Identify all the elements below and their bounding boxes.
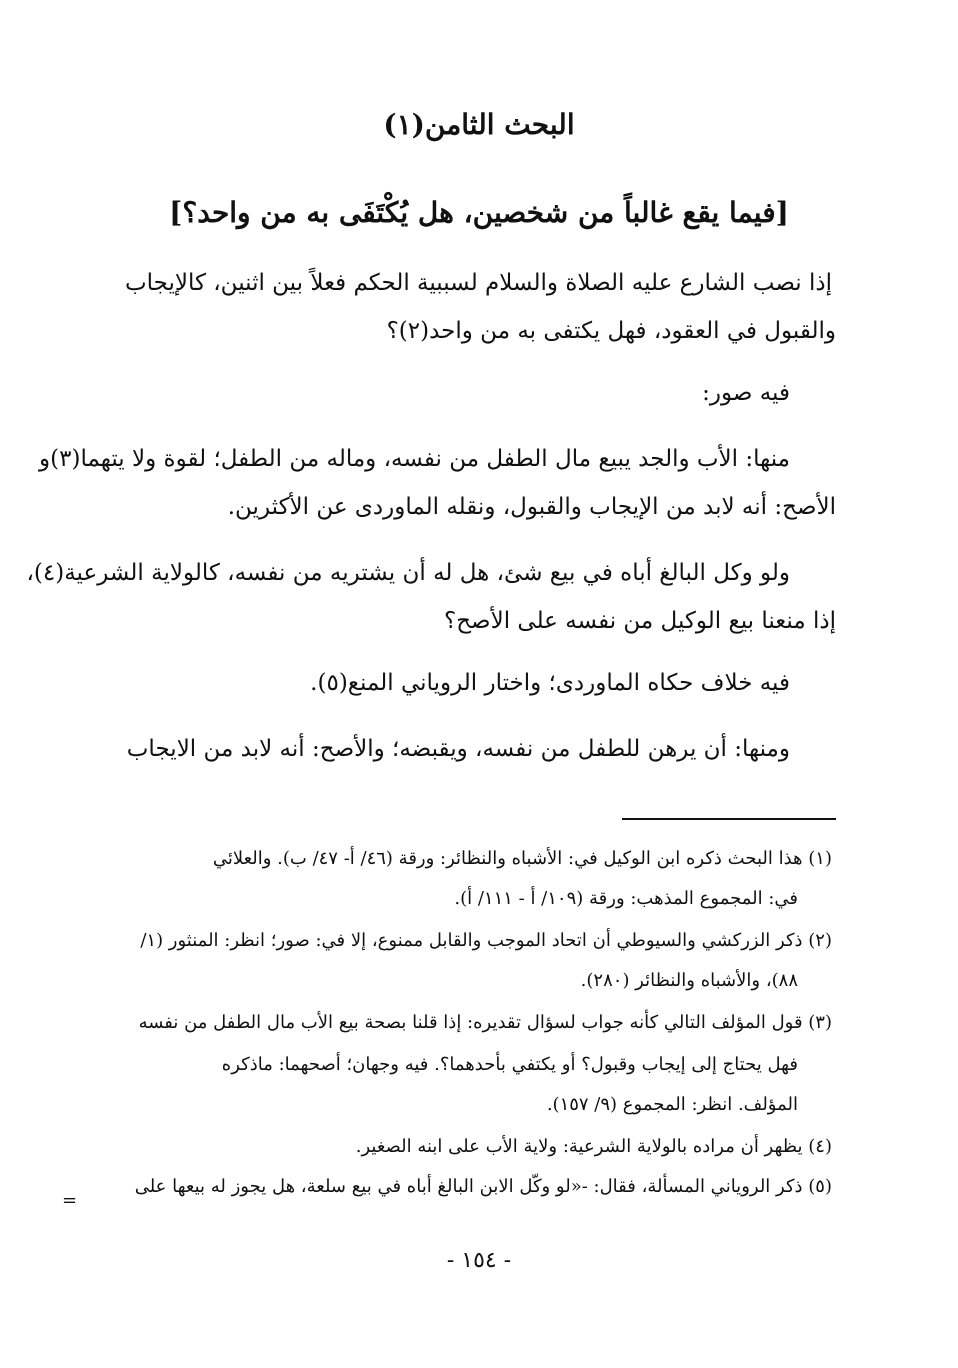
footnote-line-5: (٣) قول المؤلف التالي كأنه جواب لسؤال تقديره: إذا قلنا بصحة بيع الأب مال الطفل من نفسه	[138, 1012, 832, 1033]
footnote-line-6: فهل يحتاج إلى إيجاب وقبول؟ أو يكتفي بأحدهما؟. فيه وجهان؛ أصحهما: ماذكره	[221, 1054, 798, 1075]
footnote-line-3: (٢) ذكر الزركشي والسيوطي أن اتحاد الموجب والقابل ممنوع، إلا في: صور؛ انظر: المنثور (١/	[140, 930, 832, 951]
body-line-3: فيه صور:	[702, 380, 790, 406]
body-line-4: منها: الأب والجد يبيع مال الطفل من نفسه، وماله من الطفل؛ لقوة ولا يتهما(٣)و	[39, 446, 790, 472]
section-title: البحث الثامن(١)	[383, 108, 575, 141]
footnote-line-7: المؤلف. انظر: المجموع (٩/ ١٥٧).	[546, 1094, 798, 1115]
body-line-9: ومنها: أن يرهن للطفل من نفسه، ويقبضه؛ والأصح: أنه لابد من الايجاب	[126, 736, 790, 762]
footnote-line-2: في: المجموع المذهب: ورقة (١٠٩/ أ - ١١١/ أ).	[454, 888, 798, 909]
body-line-8: فيه خلاف حكاه الماوردى؛ واختار الروياني المنع(٥).	[310, 670, 790, 696]
page-number: - ١٥٤ -	[446, 1248, 512, 1273]
body-line-1: إذا نصب الشارع عليه الصلاة والسلام لسببية الحكم فعلاً بين اثنين، كالإيجاب	[124, 270, 832, 296]
footnote-line-4: ٨٨)، والأشباه والنظائر (٢٨٠).	[580, 970, 798, 991]
footnote-line-8: (٤) يظهر أن مراده بالولاية الشرعية: ولاية الأب على ابنه الصغير.	[355, 1136, 832, 1157]
continuation-mark: =	[62, 1190, 78, 1211]
footnote-line-1: (١) هذا البحث ذكره ابن الوكيل في: الأشباه والنظائر: ورقة (٤٦/ أ- ٤٧/ ب). والعلائي	[212, 848, 832, 869]
body-line-6: ولو وكل البالغ أباه في بيع شئ، هل له أن يشتريه من نفسه، كالولاية الشرعية(٤)،	[26, 560, 790, 586]
footnote-line-9: (٥) ذكر الروياني المسألة، فقال: -«لو وكّل الابن البالغ أباه في بيع سلعة، هل يجوز له بيعها على	[134, 1176, 832, 1197]
section-subtitle: [فيما يقع غالباً من شخصين، هل يُكْتَفَى به من واحد؟]	[169, 196, 789, 229]
body-line-2: والقبول في العقود، فهل يكتفى به من واحد(٢)؟	[386, 318, 836, 344]
body-line-5: الأصح: أنه لابد من الإيجاب والقبول، ونقله الماوردى عن الأكثرين.	[227, 494, 836, 520]
body-line-7: إذا منعنا بيع الوكيل من نفسه على الأصح؟	[444, 608, 836, 634]
footnote-separator	[622, 818, 836, 820]
